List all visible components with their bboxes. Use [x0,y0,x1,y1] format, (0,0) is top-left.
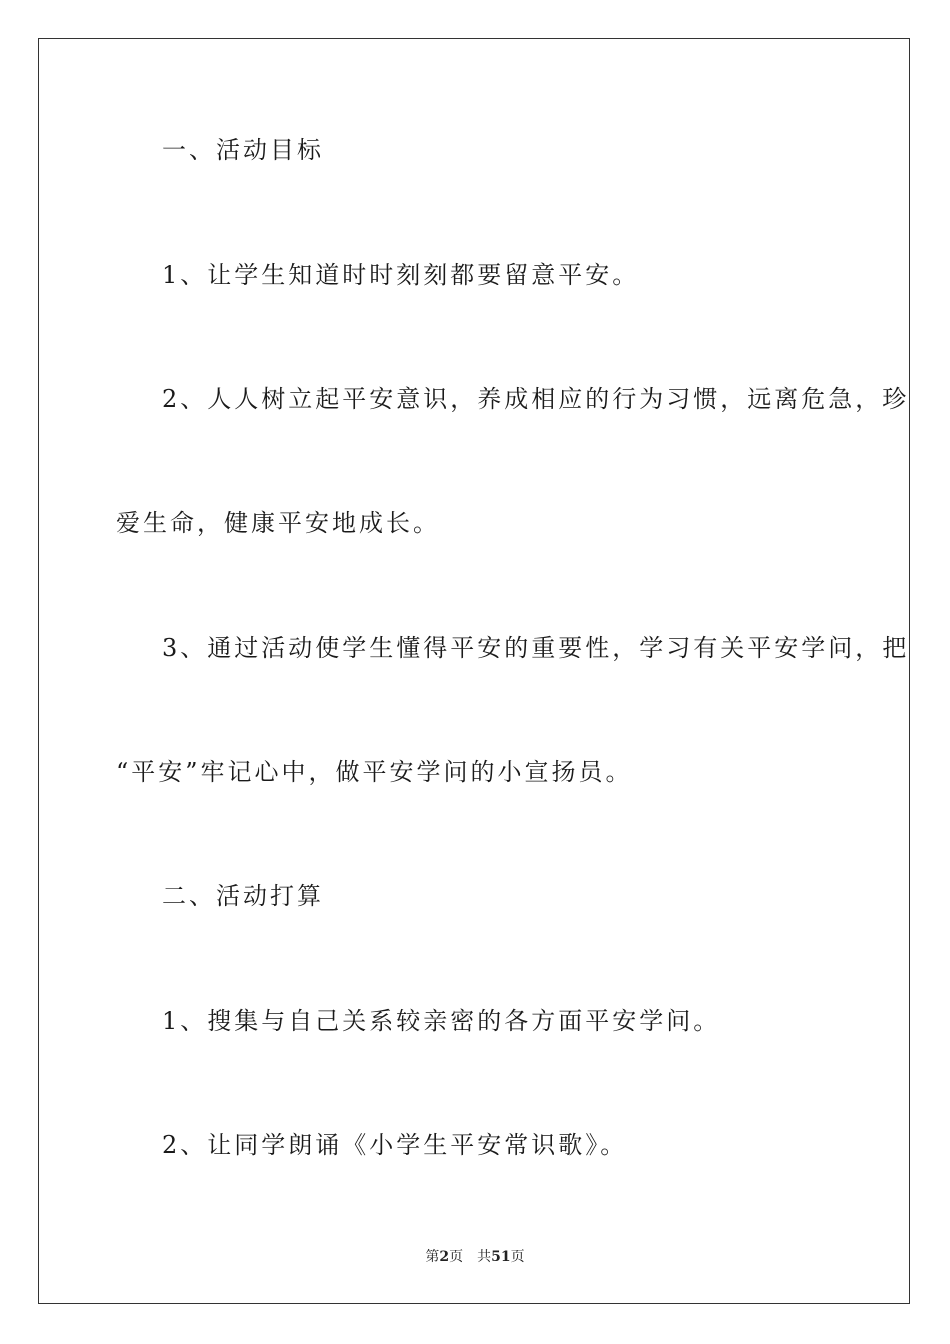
page-footer [0,1248,950,1266]
page-prefix: 第 [425,1249,440,1265]
section-heading-goals: 一、活动目标 [162,136,324,164]
paragraph-line: 1、让学生知道时时刻刻都要留意平安。 [162,261,640,289]
paragraph-line: 1、搜集与自己关系较亲密的各方面平安学问。 [162,1007,721,1035]
paragraph-line: 爱生命，健康平安地成长。 [116,509,440,537]
total-pages-number: 51 [491,1249,511,1265]
current-page-number: 2 [439,1249,450,1265]
page-border [38,38,910,1304]
page-suffix: 页 [449,1249,464,1265]
section-heading-preparation: 二、活动打算 [162,882,324,910]
paragraph-line: 2、人人树立起平安意识，养成相应的行为习惯，远离危急，珍 [162,385,910,413]
paragraph-line: “平安”牢记心中，做平安学问的小宣扬员。 [116,758,633,786]
paragraph-line: 3、通过活动使学生懂得平安的重要性，学习有关平安学问，把 [162,634,910,662]
total-prefix: 共 [477,1249,492,1265]
total-suffix: 页 [510,1249,525,1265]
paragraph-line: 2、让同学朗诵《小学生平安常识歌》。 [162,1131,628,1159]
